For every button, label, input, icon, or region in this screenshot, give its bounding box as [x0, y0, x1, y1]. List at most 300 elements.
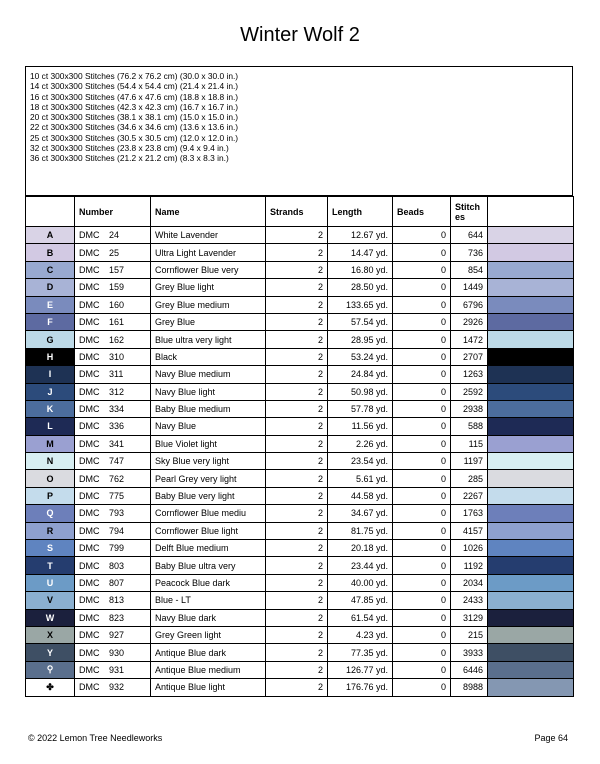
table-row	[26, 418, 574, 435]
color-swatch	[488, 244, 574, 261]
stitches-cell: 2926	[451, 313, 488, 330]
strands-cell: 2	[266, 366, 328, 383]
color-swatch	[488, 661, 574, 678]
name-cell: Blue Violet light	[151, 435, 266, 452]
table-row	[26, 383, 574, 400]
stitches-cell: 1197	[451, 453, 488, 470]
color-swatch	[488, 348, 574, 365]
beads-cell: 0	[393, 522, 451, 539]
symbol-cell: K	[26, 400, 75, 417]
strands-cell: 2	[266, 540, 328, 557]
number-cell	[75, 609, 151, 626]
symbol-cell: C	[26, 261, 75, 278]
symbol-cell: R	[26, 522, 75, 539]
color-swatch	[488, 366, 574, 383]
color-swatch	[488, 227, 574, 244]
color-swatch	[488, 679, 574, 696]
stitches-cell: 1449	[451, 279, 488, 296]
symbol-cell: O	[26, 470, 75, 487]
symbol-cell: H	[26, 348, 75, 365]
color-swatch	[488, 418, 574, 435]
length-cell: 23.44 yd.	[328, 557, 393, 574]
length-cell: 5.61 yd.	[328, 470, 393, 487]
table-row	[26, 540, 574, 557]
name-cell: Baby Blue very light	[151, 487, 266, 504]
name-cell: Navy Blue medium	[151, 366, 266, 383]
brand-label: DMC	[79, 560, 100, 571]
table-row	[26, 505, 574, 522]
beads-cell: 0	[393, 261, 451, 278]
stitches-cell: 1763	[451, 505, 488, 522]
number-cell	[75, 261, 151, 278]
strands-cell: 2	[266, 279, 328, 296]
color-swatch	[488, 487, 574, 504]
number-cell	[75, 505, 151, 522]
number-cell	[75, 383, 151, 400]
length-cell: 61.54 yd.	[328, 609, 393, 626]
number-cell	[75, 661, 151, 678]
symbol-cell: S	[26, 540, 75, 557]
beads-cell: 0	[393, 383, 451, 400]
table-row	[26, 592, 574, 609]
symbol-cell: Y	[26, 644, 75, 661]
stitches-cell: 2034	[451, 574, 488, 591]
table-row	[26, 644, 574, 661]
table-row	[26, 331, 574, 348]
table-row	[26, 574, 574, 591]
beads-cell: 0	[393, 574, 451, 591]
header-number: Number	[75, 197, 151, 227]
thread-code: 762	[109, 473, 125, 484]
brand-label: DMC	[79, 525, 100, 536]
symbol-cell: G	[26, 331, 75, 348]
strands-cell: 2	[266, 435, 328, 452]
strands-cell: 2	[266, 331, 328, 348]
color-swatch	[488, 313, 574, 330]
brand-label: DMC	[79, 508, 100, 519]
strands-cell: 2	[266, 661, 328, 678]
name-cell: Delft Blue medium	[151, 540, 266, 557]
symbol-cell: V	[26, 592, 75, 609]
header-stitches: Stitch es	[451, 197, 488, 227]
stitches-cell: 2433	[451, 592, 488, 609]
number-cell	[75, 313, 151, 330]
strands-cell: 2	[266, 296, 328, 313]
symbol-cell: X	[26, 626, 75, 643]
color-swatch	[488, 626, 574, 643]
brand-label: DMC	[79, 630, 100, 641]
name-cell: Navy Blue	[151, 418, 266, 435]
length-cell: 34.67 yd.	[328, 505, 393, 522]
length-cell: 4.23 yd.	[328, 626, 393, 643]
number-cell	[75, 348, 151, 365]
brand-label: DMC	[79, 247, 100, 258]
table-row	[26, 522, 574, 539]
thread-code: 932	[109, 682, 125, 693]
thread-code: 747	[109, 456, 125, 467]
brand-label: DMC	[79, 230, 100, 241]
length-cell: 20.18 yd.	[328, 540, 393, 557]
fabric-size-line: 36 ct 300x300 Stitches (21.2 x 21.2 cm) (8.3 x 8.3 in.)	[30, 153, 229, 164]
name-cell: Baby Blue ultra very	[151, 557, 266, 574]
header-name: Name	[151, 197, 266, 227]
number-cell	[75, 227, 151, 244]
stitches-cell: 1263	[451, 366, 488, 383]
name-cell: Black	[151, 348, 266, 365]
thread-code: 813	[109, 595, 125, 606]
table-row	[26, 313, 574, 330]
number-cell	[75, 626, 151, 643]
strands-cell: 2	[266, 244, 328, 261]
length-cell: 11.56 yd.	[328, 418, 393, 435]
length-cell: 133.65 yd.	[328, 296, 393, 313]
symbol-cell: Q	[26, 505, 75, 522]
color-swatch	[488, 644, 574, 661]
color-swatch	[488, 261, 574, 278]
name-cell: Antique Blue medium	[151, 661, 266, 678]
number-cell	[75, 470, 151, 487]
fabric-size-line: 25 ct 300x300 Stitches (30.5 x 30.5 cm) (12.0 x 12.0 in.)	[30, 132, 239, 143]
stitches-cell: 2592	[451, 383, 488, 400]
brand-label: DMC	[79, 421, 100, 432]
number-cell	[75, 418, 151, 435]
beads-cell: 0	[393, 348, 451, 365]
symbol-cell: T	[26, 557, 75, 574]
table-row	[26, 279, 574, 296]
name-cell: Grey Blue	[151, 313, 266, 330]
stitches-cell: 2707	[451, 348, 488, 365]
length-cell: 176.76 yd.	[328, 679, 393, 696]
beads-cell: 0	[393, 661, 451, 678]
name-cell: Grey Green light	[151, 626, 266, 643]
length-cell: 24.84 yd.	[328, 366, 393, 383]
beads-cell: 0	[393, 435, 451, 452]
thread-code: 25	[109, 247, 120, 258]
strands-cell: 2	[266, 487, 328, 504]
thread-code: 310	[109, 351, 125, 362]
strands-cell: 2	[266, 522, 328, 539]
length-cell: 57.78 yd.	[328, 400, 393, 417]
brand-label: DMC	[79, 334, 100, 345]
stitches-cell: 736	[451, 244, 488, 261]
stitches-cell: 215	[451, 626, 488, 643]
name-cell: Antique Blue dark	[151, 644, 266, 661]
stitches-cell: 644	[451, 227, 488, 244]
number-cell	[75, 400, 151, 417]
number-cell	[75, 435, 151, 452]
beads-cell: 0	[393, 418, 451, 435]
table-row	[26, 366, 574, 383]
color-swatch	[488, 505, 574, 522]
length-cell: 23.54 yd.	[328, 453, 393, 470]
thread-code: 341	[109, 438, 125, 449]
table-row	[26, 557, 574, 574]
strands-cell: 2	[266, 453, 328, 470]
brand-label: DMC	[79, 299, 100, 310]
name-cell: Baby Blue medium	[151, 400, 266, 417]
thread-code: 930	[109, 647, 125, 658]
fabric-size-line: 16 ct 300x300 Stitches (47.6 x 47.6 cm) (18.8 x 18.8 in.)	[30, 91, 239, 102]
brand-label: DMC	[79, 404, 100, 415]
length-cell: 16.80 yd.	[328, 261, 393, 278]
strands-cell: 2	[266, 574, 328, 591]
length-cell: 47.85 yd.	[328, 592, 393, 609]
brand-label: DMC	[79, 317, 100, 328]
symbol-cell: J	[26, 383, 75, 400]
number-cell	[75, 574, 151, 591]
thread-code: 311	[109, 369, 124, 380]
symbol-cell: B	[26, 244, 75, 261]
number-cell	[75, 644, 151, 661]
length-cell: 28.50 yd.	[328, 279, 393, 296]
strands-cell: 2	[266, 400, 328, 417]
beads-cell: 0	[393, 296, 451, 313]
strands-cell: 2	[266, 348, 328, 365]
beads-cell: 0	[393, 313, 451, 330]
stitches-cell: 1472	[451, 331, 488, 348]
brand-label: DMC	[79, 647, 100, 658]
stitches-cell: 3129	[451, 609, 488, 626]
beads-cell: 0	[393, 505, 451, 522]
strands-cell: 2	[266, 626, 328, 643]
strands-cell: 2	[266, 383, 328, 400]
fabric-size-line: 14 ct 300x300 Stitches (54.4 x 54.4 cm) (21.4 x 21.4 in.)	[30, 81, 239, 92]
beads-cell: 0	[393, 679, 451, 696]
length-cell: 40.00 yd.	[328, 574, 393, 591]
brand-label: DMC	[79, 491, 100, 502]
thread-code: 312	[109, 386, 125, 397]
length-cell: 126.77 yd.	[328, 661, 393, 678]
stitches-cell: 854	[451, 261, 488, 278]
thread-code: 823	[109, 612, 125, 623]
brand-label: DMC	[79, 473, 100, 484]
stitches-cell: 115	[451, 435, 488, 452]
symbol-cell: N	[26, 453, 75, 470]
length-cell: 14.47 yd.	[328, 244, 393, 261]
length-cell: 53.24 yd.	[328, 348, 393, 365]
number-cell	[75, 453, 151, 470]
thread-code: 803	[109, 560, 125, 571]
table-row	[26, 487, 574, 504]
fabric-size-line: 32 ct 300x300 Stitches (23.8 x 23.8 cm) (9.4 x 9.4 in.)	[30, 143, 229, 154]
page-number: Page 64	[534, 733, 568, 743]
table-row	[26, 609, 574, 626]
brand-label: DMC	[79, 456, 100, 467]
table-row	[26, 453, 574, 470]
beads-cell: 0	[393, 644, 451, 661]
length-cell: 81.75 yd.	[328, 522, 393, 539]
beads-cell: 0	[393, 487, 451, 504]
table-row	[26, 470, 574, 487]
length-cell: 57.54 yd.	[328, 313, 393, 330]
stitches-cell: 1026	[451, 540, 488, 557]
color-swatch	[488, 453, 574, 470]
thread-code: 799	[109, 543, 125, 554]
name-cell: Navy Blue dark	[151, 609, 266, 626]
brand-label: DMC	[79, 595, 100, 606]
strands-cell: 2	[266, 592, 328, 609]
brand-label: DMC	[79, 438, 100, 449]
name-cell: Cornflower Blue mediu	[151, 505, 266, 522]
beads-cell: 0	[393, 279, 451, 296]
thread-code: 807	[109, 578, 125, 588]
thread-code: 24	[109, 230, 120, 241]
fabric-size-line: 22 ct 300x300 Stitches (34.6 x 34.6 cm) (13.6 x 13.6 in.)	[30, 122, 239, 133]
name-cell: Grey Blue light	[151, 279, 266, 296]
beads-cell: 0	[393, 331, 451, 348]
number-cell	[75, 279, 151, 296]
page-title: Winter Wolf 2	[240, 24, 360, 46]
table-row	[26, 400, 574, 417]
color-swatch	[488, 400, 574, 417]
fabric-size-line: 20 ct 300x300 Stitches (38.1 x 38.1 cm) (15.0 x 15.0 in.)	[30, 112, 239, 123]
number-cell	[75, 522, 151, 539]
beads-cell: 0	[393, 244, 451, 261]
name-cell: Peacock Blue dark	[151, 574, 266, 591]
fabric-sizes-box	[25, 66, 573, 196]
stitches-cell: 285	[451, 470, 488, 487]
brand-label: DMC	[79, 664, 100, 675]
beads-cell: 0	[393, 366, 451, 383]
symbol-cell: M	[26, 435, 75, 452]
table-header-row	[26, 197, 574, 227]
stitches-cell: 6446	[451, 661, 488, 678]
number-cell	[75, 557, 151, 574]
beads-cell: 0	[393, 626, 451, 643]
beads-cell: 0	[393, 227, 451, 244]
color-swatch	[488, 592, 574, 609]
table-row	[26, 348, 574, 365]
header-strands: Strands	[266, 197, 328, 227]
brand-label: DMC	[79, 578, 100, 588]
symbol-cell: A	[26, 227, 75, 244]
color-swatch	[488, 574, 574, 591]
name-cell: Cornflower Blue light	[151, 522, 266, 539]
brand-label: DMC	[79, 351, 100, 362]
strands-cell: 2	[266, 227, 328, 244]
stitches-cell: 2938	[451, 400, 488, 417]
strands-cell: 2	[266, 261, 328, 278]
thread-code: 931	[109, 664, 125, 675]
thread-code: 793	[109, 508, 125, 519]
brand-label: DMC	[79, 386, 100, 397]
color-swatch	[488, 383, 574, 400]
thread-code: 927	[109, 630, 125, 641]
thread-key-table	[25, 196, 574, 697]
table-row	[26, 679, 574, 696]
table-row	[26, 261, 574, 278]
length-cell: 44.58 yd.	[328, 487, 393, 504]
table-row	[26, 227, 574, 244]
table-row	[26, 626, 574, 643]
thread-code: 161	[109, 317, 125, 328]
strands-cell: 2	[266, 313, 328, 330]
thread-code: 334	[109, 404, 125, 415]
thread-code: 162	[109, 334, 125, 345]
brand-label: DMC	[79, 682, 100, 693]
fabric-size-line: 10 ct 300x300 Stitches (76.2 x 76.2 cm) (30.0 x 30.0 in.)	[30, 71, 239, 81]
number-cell	[75, 592, 151, 609]
table-row	[26, 244, 574, 261]
name-cell: White Lavender	[151, 227, 266, 244]
stitches-cell: 8988	[451, 679, 488, 696]
stitches-cell: 1192	[451, 557, 488, 574]
strands-cell: 2	[266, 679, 328, 696]
symbol-cell: F	[26, 313, 75, 330]
beads-cell: 0	[393, 453, 451, 470]
color-swatch	[488, 279, 574, 296]
thread-code: 336	[109, 421, 125, 432]
header-beads: Beads	[393, 197, 451, 227]
length-cell: 12.67 yd.	[328, 227, 393, 244]
color-swatch	[488, 435, 574, 452]
color-swatch	[488, 522, 574, 539]
color-swatch	[488, 296, 574, 313]
stitches-cell: 3933	[451, 644, 488, 661]
number-cell	[75, 331, 151, 348]
number-cell	[75, 540, 151, 557]
header-length: Length	[328, 197, 393, 227]
fabric-size-line: 18 ct 300x300 Stitches (42.3 x 42.3 cm) (16.7 x 16.7 in.)	[30, 101, 239, 112]
symbol-cell: L	[26, 418, 75, 435]
table-row	[26, 435, 574, 452]
name-cell: Pearl Grey very light	[151, 470, 266, 487]
name-cell: Grey Blue medium	[151, 296, 266, 313]
length-cell: 2.26 yd.	[328, 435, 393, 452]
strands-cell: 2	[266, 418, 328, 435]
symbol-cell: P	[26, 487, 75, 504]
color-swatch	[488, 540, 574, 557]
thread-code: 157	[109, 264, 125, 275]
beads-cell: 0	[393, 557, 451, 574]
number-cell	[75, 366, 151, 383]
header-symbol	[26, 197, 75, 227]
strands-cell: 2	[266, 644, 328, 661]
symbol-cell: D	[26, 279, 75, 296]
symbol-cell: E	[26, 296, 75, 313]
stitches-cell: 6796	[451, 296, 488, 313]
copyright-text: © 2022 Lemon Tree Needleworks	[28, 733, 163, 743]
strands-cell: 2	[266, 557, 328, 574]
name-cell: Ultra Light Lavender	[151, 244, 266, 261]
thread-code: 160	[109, 299, 125, 310]
beads-cell: 0	[393, 470, 451, 487]
length-cell: 50.98 yd.	[328, 383, 393, 400]
symbol-cell: U	[26, 574, 75, 591]
color-swatch	[488, 331, 574, 348]
name-cell: Blue - LT	[151, 592, 266, 609]
name-cell: Sky Blue very light	[151, 453, 266, 470]
symbol-cell: ⚲	[26, 661, 75, 678]
strands-cell: 2	[266, 609, 328, 626]
strands-cell: 2	[266, 505, 328, 522]
table-row	[26, 296, 574, 313]
length-cell: 77.35 yd.	[328, 644, 393, 661]
number-cell	[75, 679, 151, 696]
symbol-cell: ✤	[26, 679, 75, 696]
thread-code: 159	[109, 282, 125, 293]
name-cell: Navy Blue light	[151, 383, 266, 400]
brand-label: DMC	[79, 264, 100, 275]
name-cell: Blue ultra very light	[151, 331, 266, 348]
name-cell: Cornflower Blue very	[151, 261, 266, 278]
color-swatch	[488, 609, 574, 626]
header-color	[488, 197, 574, 227]
thread-code: 794	[109, 525, 125, 536]
brand-label: DMC	[79, 369, 100, 380]
beads-cell: 0	[393, 592, 451, 609]
stitches-cell: 588	[451, 418, 488, 435]
